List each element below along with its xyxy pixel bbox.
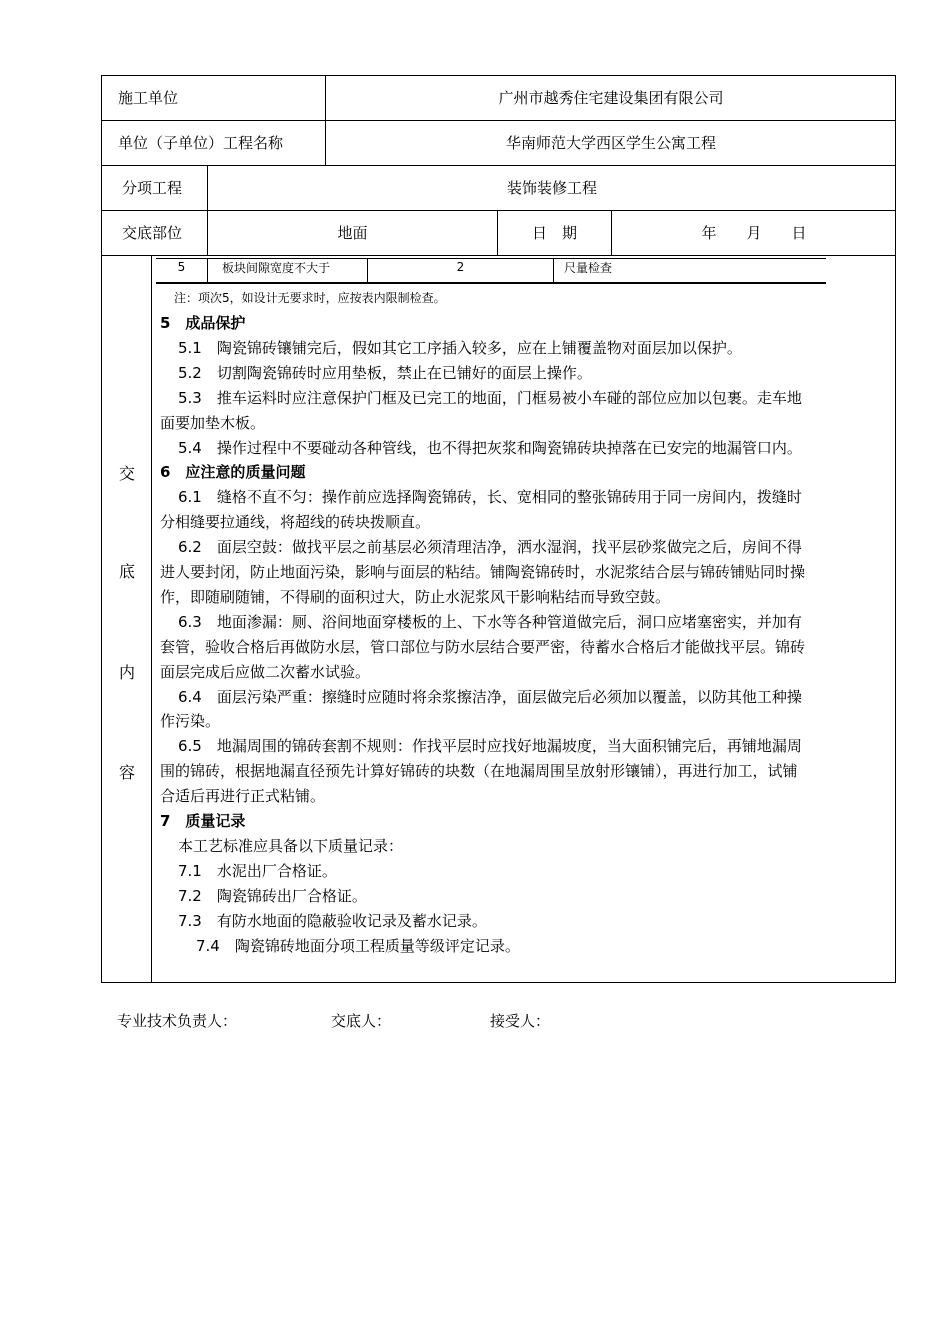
tech-lead-label: 专业技术负责人： <box>117 1012 238 1030</box>
row-divider <box>101 255 896 256</box>
content-line: 套管，验收合格后再做防水层，管口部位与防水层结合要严密，待蓄水合格后才能做找平层。锦砖 <box>160 637 806 656</box>
construction-unit-label: 施工单位 <box>118 89 179 107</box>
location-label: 交底部位 <box>122 224 183 242</box>
section-heading: 5 成品保护 <box>160 314 246 332</box>
date-label: 日 期 <box>531 224 577 242</box>
content-line: 5.1 陶瓷锦砖镶铺完后，假如其它工序插入较多，应在上铺覆盖物对面层加以保护。 <box>178 338 742 357</box>
side-label-char: 内 <box>118 663 135 682</box>
tolerance-item: 板块间隙宽度不大于 <box>222 260 331 275</box>
content-line: 作污染。 <box>160 712 221 731</box>
content-line: 7.4 陶瓷锦砖地面分项工程质量等级评定记录。 <box>196 936 520 955</box>
content-line: 面要加垫木板。 <box>160 413 266 432</box>
side-label-char: 容 <box>118 763 135 782</box>
content-line: 5.3 推车运料时应注意保护门框及已完工的地面，门框易被小车碰的部位应加以包裹。走车地 <box>178 388 802 407</box>
content-line: 5.4 操作过程中不要碰动各种管线，也不得把灰浆和陶瓷锦砖块掉落在已安完的地漏管口内。 <box>178 438 802 457</box>
content-line: 6.1 缝格不直不匀：操作前应选择陶瓷锦砖，长、宽相同的整张锦砖用于同一房间内，拨缝时 <box>178 488 802 507</box>
tolerance-col-divider <box>553 258 554 282</box>
construction-unit-value: 广州市越秀住宅建设集团有限公司 <box>498 89 724 107</box>
receiver-label: 接受人： <box>490 1012 551 1030</box>
tolerance-col-divider <box>207 258 208 282</box>
date-value: 年 月 日 <box>701 224 807 242</box>
project-name-label: 单位（子单位）工程名称 <box>118 134 284 152</box>
content-line: 6.2 面层空鼓：做找平层之前基层必须清理洁净，洒水湿润，找平层砂浆做完之后，房间不得 <box>178 538 802 557</box>
section-heading: 6 应注意的质量问题 <box>160 463 306 482</box>
content-line: 6.3 地面渗漏：厕、浴间地面穿楼板的上、下水等各种管道做完后，洞口应堵塞密实，并加有 <box>178 612 802 631</box>
content-line: 7.2 陶瓷锦砖出厂合格证。 <box>178 886 367 905</box>
discloser-label: 交底人： <box>331 1012 392 1030</box>
content-line: 进人要封闭，防止地面污染，影响与面层的粘结。铺陶瓷锦砖时，水泥浆结合层与锦砖铺贴同时操 <box>160 563 806 581</box>
sub-item-value: 装饰装修工程 <box>506 179 597 197</box>
tolerance-method: 尺量检查 <box>564 260 613 275</box>
content-line: 面层完成后应做二次蓄水试验。 <box>160 662 371 681</box>
project-name-value: 华南师范大学西区学生公寓工程 <box>505 134 716 152</box>
tolerance-note: 注：项次5，如设计无要求时，应按表内限制检查。 <box>174 291 446 305</box>
content-line: 6.5 地漏周围的锦砖套割不规则：作找平层时应找好地漏坡度，当大面积铺完后，再铺地漏周 <box>178 737 802 756</box>
tolerance-value: 2 <box>456 260 465 274</box>
section-heading: 7 质量记录 <box>160 812 246 830</box>
content-line: 作，即随刷随铺，不得刷的面积过大，防止水泥浆风干影响粘结而导致空鼓。 <box>160 587 671 606</box>
content-line: 围的锦砖，根据地漏直径预先计算好锦砖的块数（在地漏周围呈放射形镶铺），再进行加工，试铺 <box>160 762 798 781</box>
sub-item-label: 分项工程 <box>122 179 183 197</box>
content-line: 5.2 切割陶瓷锦砖时应用垫板，禁止在已铺好的面层上操作。 <box>178 363 592 382</box>
side-label-char: 交 <box>118 464 135 483</box>
content-line: 本工艺标准应具备以下质量记录： <box>178 836 404 855</box>
content-line: 6.4 面层污染严重：擦缝时应随时将余浆擦洁净，面层做完后必须加以覆盖，以防其他工种操 <box>178 687 802 706</box>
side-label-char: 底 <box>118 562 135 581</box>
content-line: 7.3 有防水地面的隐蔽验收记录及蓄水记录。 <box>178 911 487 930</box>
content-line: 7.1 水泥出厂合格证。 <box>178 861 337 880</box>
side-column-divider <box>151 255 152 983</box>
content-line: 分相缝要拉通线，将超线的砖块拨顺直。 <box>160 513 431 532</box>
location-value: 地面 <box>337 224 368 242</box>
content-line: 合适后再进行正式粘铺。 <box>160 787 326 806</box>
tolerance-row-bottom <box>156 282 826 284</box>
tolerance-no: 5 <box>177 260 186 274</box>
